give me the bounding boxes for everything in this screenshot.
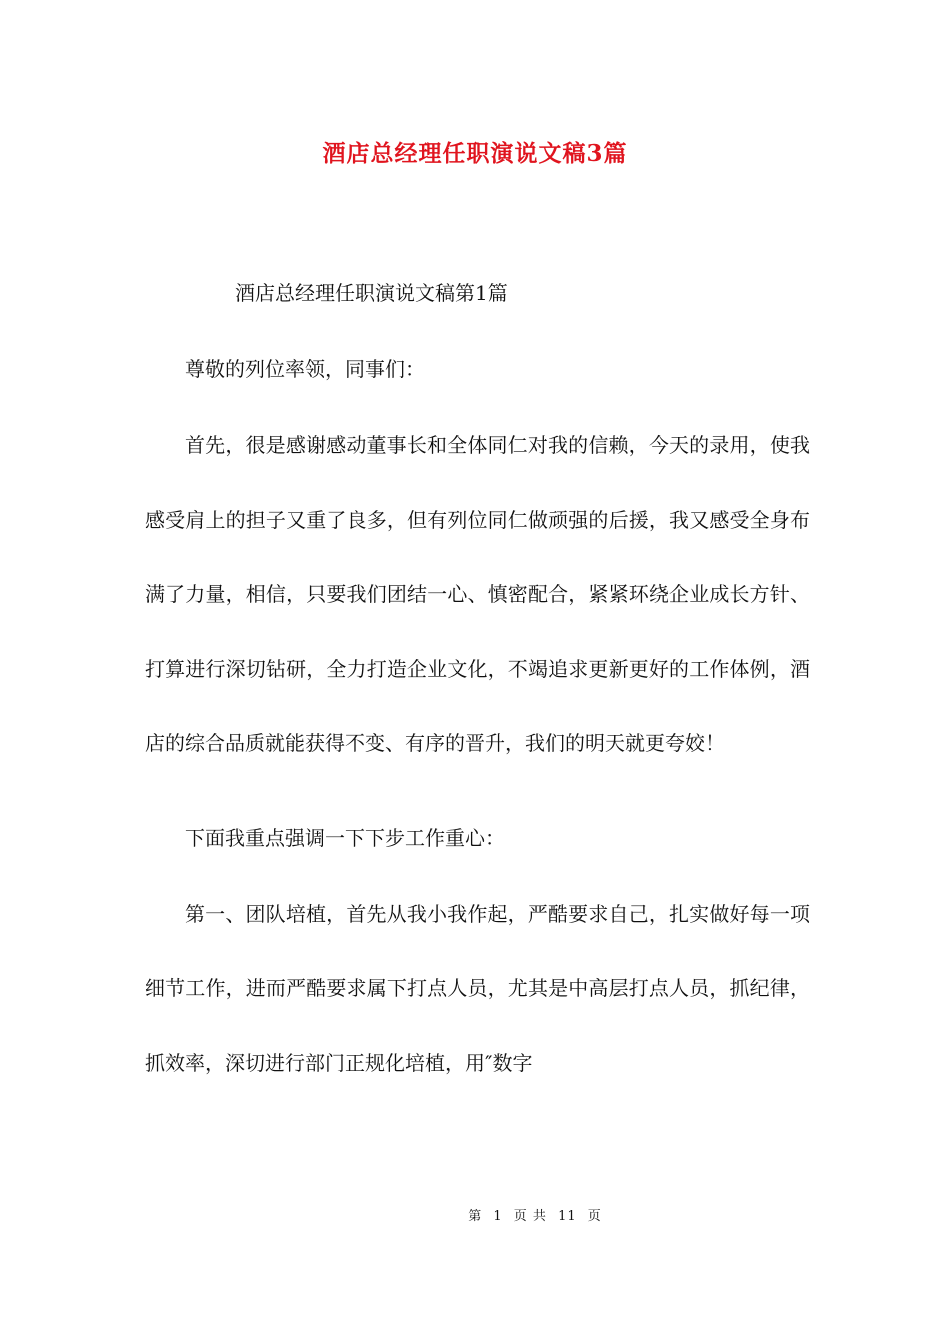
section-subtitle: 酒店总经理任职演说文稿第1篇 — [235, 281, 508, 305]
document-title: 酒店总经理任职演说文稿3篇 — [322, 140, 628, 167]
page-footer — [0, 1207, 950, 1227]
body-paragraph-1: 首先，很是感谢感动董事长和全体同仁对我的信赖，今天的录用，使我感受肩上的担子又重了良多，但有列位同仁做顽强的后援，我又感受全身布满了力量，相信，只要我们团结一心、慎密配合，紧紧环绕企业成长方针、打算进行深切钻研，全力打造企业文化，不竭追求更新更好的工作体例，酒店的综合品质就能获得不变、有序的晋升，我们的明天就更夸姣！ — [145, 433, 810, 755]
footer-total-pages: 11 — [558, 1209, 577, 1224]
body-paragraph-2: 下面我重点强调一下下步工作重心： — [185, 825, 505, 850]
body-paragraph-3: 第一、团队培植，首先从我小我作起，严酷要求自己，扎实做好每一项细节工作，进而严酷要求属下打点人员，尤其是中高层打点人员，抓纪律，抓效率，深切进行部门正规化培植，用″数字 — [145, 901, 810, 1075]
footer-suffix: 页 — [587, 1209, 602, 1224]
footer-page-number: 1 — [493, 1209, 503, 1224]
footer-middle: 页 共 — [513, 1209, 547, 1224]
document-body — [145, 274, 810, 1138]
footer-prefix: 第 — [468, 1209, 483, 1224]
greeting-paragraph: 尊敬的列位率领，同事们： — [185, 357, 425, 381]
